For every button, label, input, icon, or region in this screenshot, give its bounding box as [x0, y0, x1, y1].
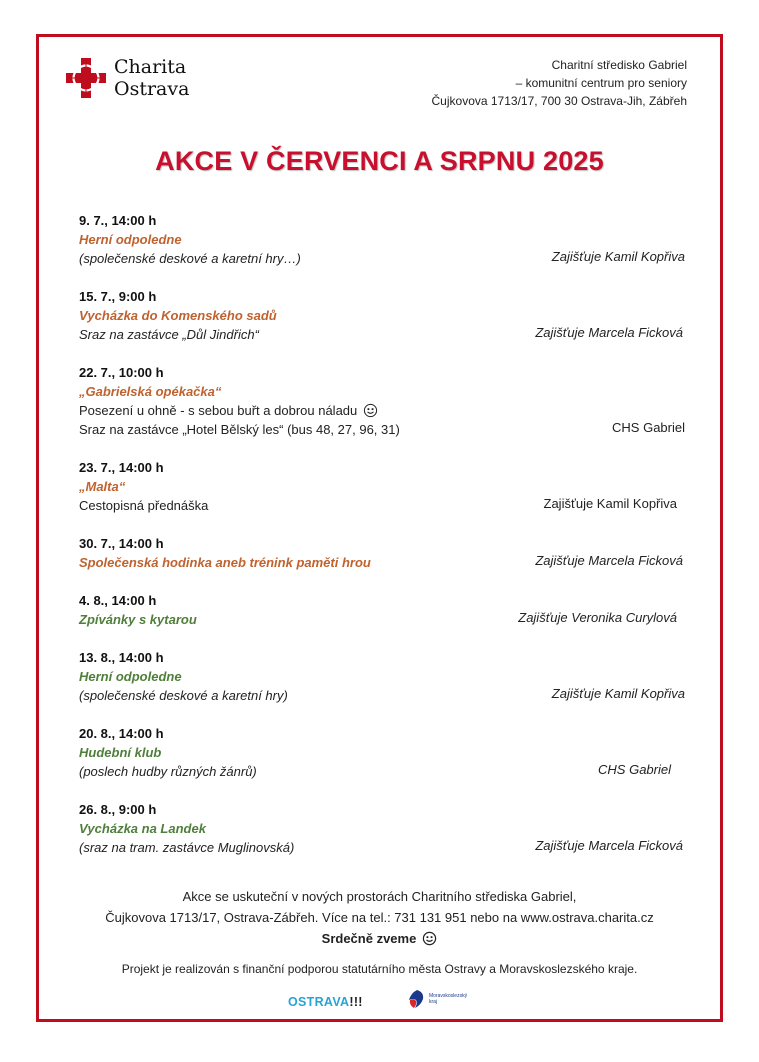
smiley-icon — [363, 403, 378, 418]
event-description: (společenské deskové a karetní hry…) — [79, 251, 301, 266]
event-description — [79, 401, 689, 420]
event-description: Sraz na zastávce „Důl Jindřich“ — [79, 327, 259, 342]
event-item — [79, 800, 689, 857]
event-date: 4. 8., 14:00 h — [79, 593, 157, 608]
event-date: 15. 7., 9:00 h — [79, 289, 157, 304]
event-item — [79, 591, 689, 629]
event-item — [79, 458, 689, 515]
ostrava-logo — [288, 995, 363, 1009]
brand-line2: Ostrava — [114, 78, 190, 100]
event-item — [79, 211, 689, 268]
event-description: (společenské deskové a karetní hry) — [79, 688, 288, 703]
event-organizer: Zajišťuje Kamil Kopřiva — [551, 686, 685, 701]
event-description-text: Posezení u ohně - s sebou buřt a dobrou náladu — [79, 403, 358, 418]
event-date: 9. 7., 14:00 h — [79, 213, 157, 228]
event-organizer: Zajišťuje Marcela Ficková — [535, 553, 683, 568]
event-item — [79, 287, 689, 344]
event-name: Herní odpoledne — [79, 232, 182, 247]
organization-address — [432, 56, 687, 110]
event-item — [79, 363, 689, 439]
event-date: 26. 8., 9:00 h — [79, 802, 157, 817]
project-funding-note: Projekt je realizován s finanční podporou statutárního města Ostravy a Moravskoslezského kraje. — [121, 962, 638, 976]
event-list — [79, 211, 689, 876]
event-organizer: Zajišťuje Kamil Kopřiva — [543, 496, 677, 511]
org-line3: Čujkovova 1713/17, 700 30 Ostrava-Jih, Zábřeh — [431, 94, 687, 108]
event-description: (sraz na tram. zastávce Muglinovská) — [79, 840, 295, 855]
event-date: 13. 8., 14:00 h — [79, 650, 164, 665]
event-description: (poslech hudby různých žánrů) — [79, 764, 257, 779]
org-line1: Charitní středisko Gabriel — [551, 58, 687, 72]
footer-info — [0, 886, 759, 949]
brand-line1: Charita — [114, 56, 187, 78]
event-organizer: Zajišťuje Marcela Ficková — [535, 838, 683, 853]
event-organizer: Zajišťuje Kamil Kopřiva — [551, 249, 685, 264]
event-item — [79, 648, 689, 705]
event-name: Společenská hodinka aneb trénink paměti hrou — [79, 555, 371, 570]
event-description: Cestopisná přednáška — [79, 498, 209, 513]
footer-line2: Čujkovova 1713/17, Ostrava-Zábřeh. Více na tel.: 731 131 951 nebo na www.ostrava.charita.cz — [105, 910, 654, 925]
event-date: 22. 7., 10:00 h — [79, 365, 164, 380]
event-organizer: CHS Gabriel — [612, 420, 685, 435]
ostrava-logo-exclamation: !!! — [349, 995, 363, 1009]
event-name: „Malta“ — [79, 479, 126, 494]
page-title: AKCE V ČERVENCI A SRPNU 2025 — [155, 146, 604, 176]
event-organizer: Zajišťuje Veronika Curylová — [518, 610, 677, 625]
org-line2: – komunitní centrum pro seniory — [515, 76, 687, 90]
event-name: Herní odpoledne — [79, 669, 182, 684]
footer-invitation — [0, 928, 759, 949]
event-item — [79, 534, 689, 572]
charita-logo — [64, 56, 189, 100]
event-name: „Gabrielská opékačka“ — [79, 384, 222, 399]
event-name: Hudební klub — [79, 745, 162, 760]
smiley-icon — [422, 931, 437, 946]
msk-emblem-icon — [407, 988, 427, 1010]
event-organizer: Zajišťuje Marcela Ficková — [535, 325, 683, 340]
event-name: Vycházka na Landek — [79, 821, 206, 836]
charita-cross-icon — [64, 56, 108, 100]
event-name: Zpívánky s kytarou — [79, 612, 197, 627]
msk-logo — [407, 988, 475, 1010]
event-date: 30. 7., 14:00 h — [79, 536, 164, 551]
event-organizer: CHS Gabriel — [598, 762, 671, 777]
event-meeting-point: Sraz na zastávce „Hotel Bělský les“ (bus 48, 27, 96, 31) — [79, 422, 400, 437]
event-date: 23. 7., 14:00 h — [79, 460, 164, 475]
ostrava-logo-text: OSTRAVA — [288, 995, 350, 1009]
msk-logo-text: Moravskoslezský kraj — [429, 993, 468, 1005]
event-date: 20. 8., 14:00 h — [79, 726, 164, 741]
footer-line1: Akce se uskuteční v nových prostorách Charitního střediska Gabriel, — [182, 889, 577, 904]
event-name: Vycházka do Komenského sadů — [79, 308, 277, 323]
footer-invitation-text: Srdečně zveme — [321, 931, 417, 946]
event-item — [79, 724, 689, 781]
